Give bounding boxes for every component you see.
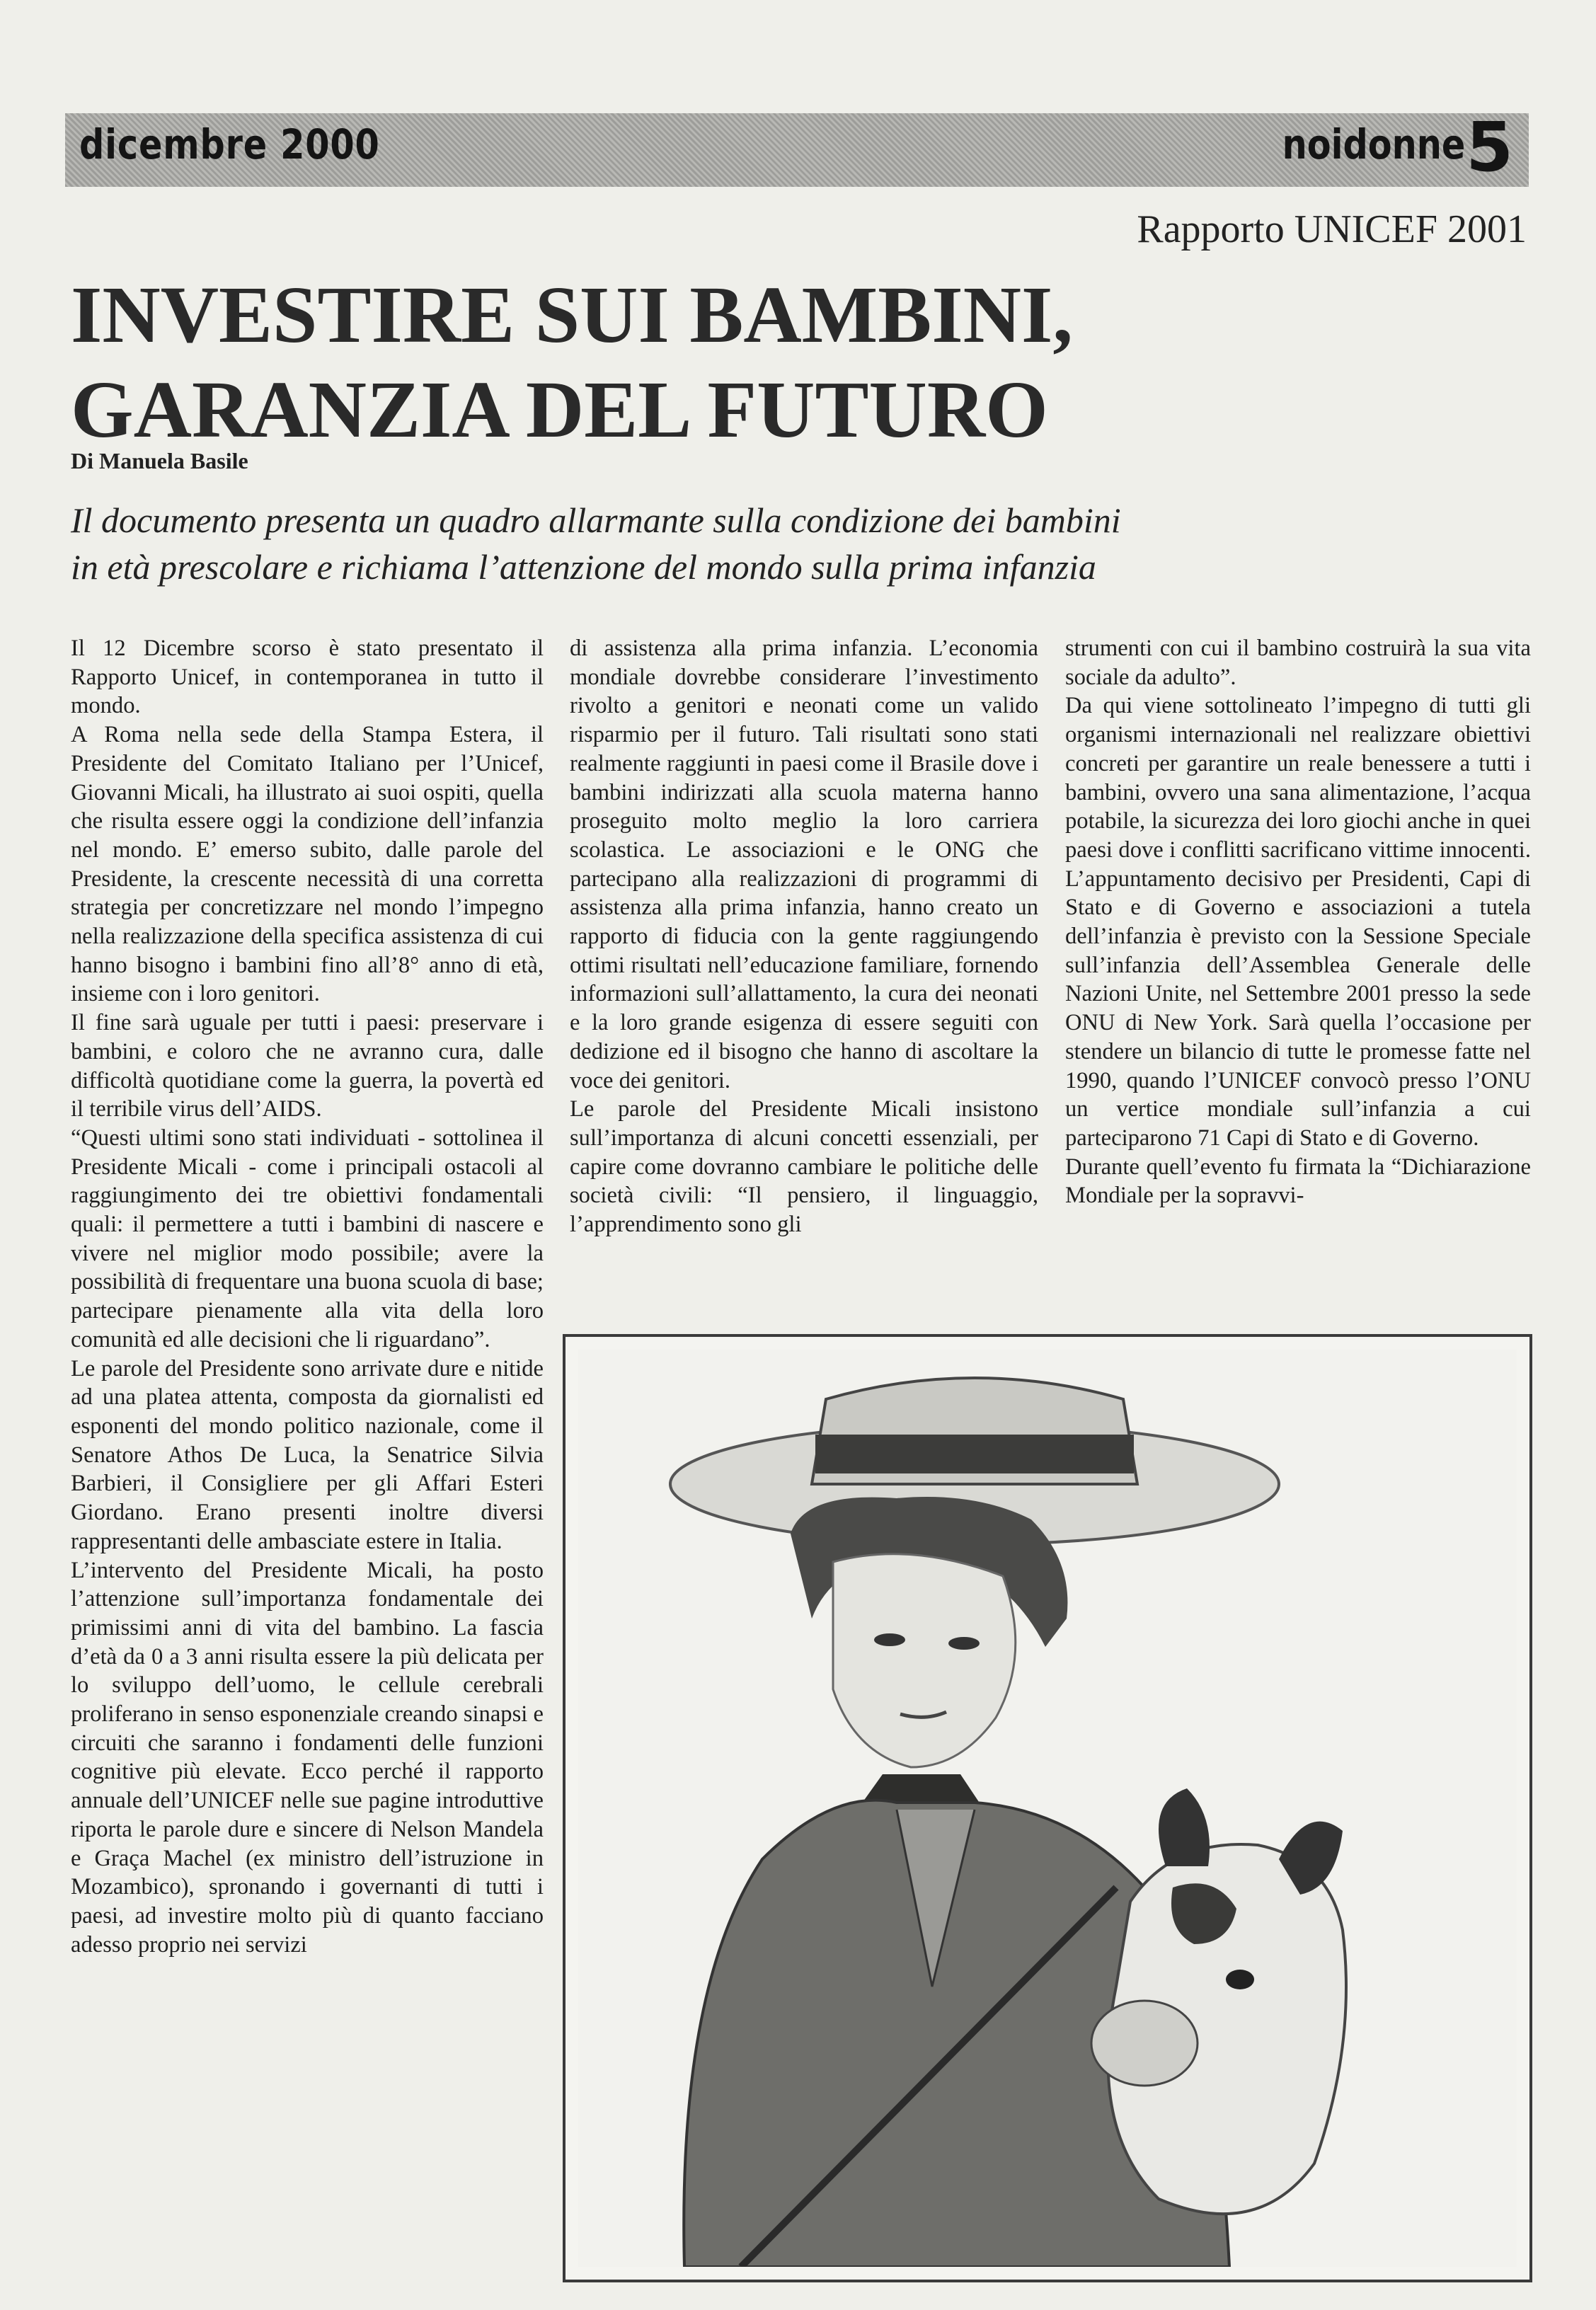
paragraph: Il 12 Dicembre scorso è stato presentato il Rapporto Unicef, in contemporanea in tutto il mondo.: [71, 636, 544, 719]
paragraph: A Roma nella sede della Stampa Estera, il Presidente del Comitato Italiano per l’Unicef, Giovanni Micali, ha illustrato ai suoi ospiti, quella che risulta essere oggi la condizione dell’infanzia nel mondo. E’ emerso subito, dalle parole del Presidente, la crescente necessità di una corretta strategia per concretizzare nel mondo l’impegno nella realizzazione della specifica assistenza di cui hanno bisogno i bambini fino all’8° anno di età, insieme con i loro genitori.: [71, 722, 544, 1007]
text-column-1: [71, 634, 544, 1959]
paragraph: Il fine sarà uguale per tutti i paesi: preservare i bambini, e coloro che ne avranno cura, dalle difficoltà quotidiane come la guerra, la povertà ed il terribile virus dell’AIDS.: [71, 1010, 544, 1122]
paragraph: Durante quell’evento fu firmata la “Dichiarazione Mondiale per la sopravvi-: [1065, 1154, 1531, 1209]
section-kicker: Rapporto UNICEF 2001: [1137, 207, 1527, 251]
paragraph: Le parole del Presidente Micali insistono sull’importanza di alcuni concetti essenziali, per capire come dovranno cambiare le politiche delle società civili: “Il pensiero, il linguaggio, l’apprendimento sono gli: [570, 1096, 1038, 1238]
woman-with-dog-illustration: [578, 1350, 1517, 2267]
paragraph: Le parole del Presidente sono arrivate dure e nitide ad una platea attenta, composta da giornalisti ed esponenti del mondo politico nazionale, come il Senatore Athos De Luca, la Senatrice Silvia Barbieri, il Consigliere per gli Affari Esteri Giordano. Erano presenti inoltre diversi rappresentanti delle ambasciate estere in Italia.: [71, 1355, 544, 1554]
byline: Di Manuela Basile: [71, 448, 248, 473]
deck-line-2: in età prescolare e richiama l’attenzione del mondo sulla prima infanzia: [71, 547, 1096, 587]
text-column-2: [570, 634, 1038, 1239]
publication-name: noidonne: [1282, 120, 1465, 168]
left-eye: [874, 1633, 905, 1646]
issue-date: dicembre 2000: [79, 120, 380, 168]
article-deck: [71, 497, 1416, 590]
dog-nose: [1226, 1970, 1254, 1989]
deck-line-1: Il documento presenta un quadro allarmante sulla condizione dei bambini: [71, 500, 1121, 540]
right-eye: [948, 1637, 980, 1650]
paragraph: strumenti con cui il bambino costruirà la sua vita sociale da adulto”.: [1065, 636, 1531, 690]
headline-line-1: INVESTIRE SUI BAMBINI,: [71, 270, 1073, 360]
paragraph: di assistenza alla prima infanzia. L’economia mondiale dovrebbe considerare l’investimento rivolto a genitori e neonati come un valido risparmio per il futuro. Tali risultati sono stati realmente raggiunti in paesi come il Brasile dove i bambini indirizzati alla scuola materna hanno proseguito molto meglio la loro carriera scolastica. Le associazioni e le ONG che partecipano alla realizzazioni di programmi di assistenza alla prima infanzia, hanno creato un rapporto di fiducia con la gente raggiungendo ottimi risultati nell’educazione familiare, fornendo informazioni sull’allattamento, la cura dei neonati e la loro grande esigenza di essere seguiti con dedizione ed il bisogno che hanno di ascoltare la voce dei genitori.: [570, 636, 1038, 1093]
gloved-hand: [1091, 2001, 1198, 2086]
hat-band: [815, 1435, 1134, 1473]
paragraph: Da qui viene sottolineato l’impegno di tutti gli organismi internazionali nel realizzare obiettivi concreti per garantire un reale benessere a tutti i bambini, ovvero una sana alimentazione, l’acqua potabile, la sicurezza dei loro giochi anche in quei paesi dove i conflitti sacrificano vittime innocenti. L’appuntamento decisivo per Presidenti, Capi di Stato e di Governo e associazioni a tutela dell’infanzia è previsto con la Sessione Speciale sull’infanzia dell’Assemblea Generale delle Nazioni Unite, nel Settembre 2001 presso la sede ONU di New York. Sarà quella l’occasione per stendere un bilancio di tutte le promesse fatte nel 1990, quando l’UNICEF convocò presso l’ONU un vertice mondiale sull’infanzia a cui parteciparono 71 Capi di Stato e di Governo.: [1065, 693, 1531, 1151]
article-headline: [71, 268, 1274, 457]
headline-line-2: GARANZIA DEL FUTURO: [71, 364, 1048, 454]
article-illustration: [563, 1334, 1532, 2282]
page-header-bar: [65, 108, 1529, 187]
text-column-3: [1065, 634, 1531, 1210]
paragraph: L’intervento del Presidente Micali, ha posto l’attenzione sull’importanza fondamentale dei primissimi anni di vita del bambino. La fascia d’età da 0 a 3 anni risulta essere la più delicata per lo sviluppo dell’uomo, le cellule cerebrali proliferano in senso esponenziale creando sinapsi e circuiti che saranno i fondamenti delle funzioni cognitive più elevate. Ecco perché il rapporto annuale dell’UNICEF nelle sue pagine introduttive riporta le parole dure e sincere di Nelson Mandela e Graça Machel (ex ministro dell’istruzione in Mozambico), spronando i governanti di tutti i paesi, ad investire molto più di quanto facciano adesso proprio nei servizi: [71, 1557, 544, 1958]
paragraph: “Questi ultimi sono stati individuati - sottolinea il Presidente Micali - come i principali ostacoli al raggiungimento dei tre obiettivi fondamentali quali: il permettere a tutti i bambini di nascere e vivere nel miglior modo possibile; avere la possibilità di frequentare una buona scuola di base; partecipare pienamente alla vita della loro comunità ed alle decisioni che li riguardano”.: [71, 1125, 544, 1352]
page-number: 5: [1466, 108, 1513, 187]
